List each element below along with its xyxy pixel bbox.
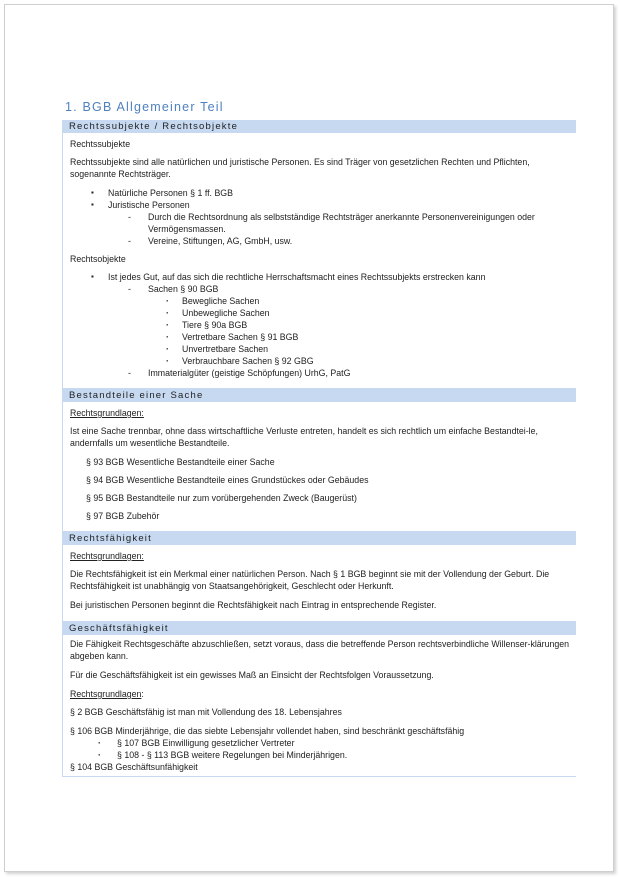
section-header-bestandteile: Bestandteile einer Sache bbox=[62, 389, 576, 402]
list-item: - Vereine, Stiftungen, AG, GmbH, usw. bbox=[70, 235, 576, 247]
list bbox=[70, 737, 576, 761]
list-item: · Verbrauchbare Sachen § 92 GBG bbox=[70, 355, 576, 367]
list-item: ▪ Juristische Personen bbox=[70, 199, 576, 211]
document-page bbox=[4, 4, 614, 872]
list-item: · § 107 BGB Einwilligung gesetzlicher Vertreter bbox=[70, 737, 576, 749]
list-item: ▪ Ist jedes Gut, auf das sich die rechtliche Herrschaftsmacht eines Rechtssubjekts erstrecken kann bbox=[70, 271, 576, 283]
section-header-rechtsfaehigkeit: Rechtsfähigkeit bbox=[62, 532, 576, 545]
law-reference: § 93 BGB Wesentliche Bestandteile einer Sache bbox=[86, 457, 275, 467]
list-item: · Bewegliche Sachen bbox=[70, 295, 576, 307]
paragraph: Für die Geschäftsfähigkeit ist ein gewisses Maß an Einsicht der Rechtsfolgen Voraussetzung. bbox=[70, 670, 434, 680]
list-item: · Unvertretbare Sachen bbox=[70, 343, 576, 355]
subheading-rechtsgrundlagen bbox=[70, 688, 576, 700]
list-item: · Vertretbare Sachen § 91 BGB bbox=[70, 331, 576, 343]
list-item: · § 108 - § 113 BGB weitere Regelungen bei Minderjährigen. bbox=[70, 749, 576, 761]
chapter-title: 1. BGB Allgemeiner Teil bbox=[65, 100, 224, 114]
list-item: - Sachen § 90 BGB bbox=[70, 283, 576, 295]
paragraph: § 2 BGB Geschäftsfähig ist man mit Vollendung des 18. Lebensjahres bbox=[70, 707, 342, 717]
subheading-rechtssubjekte: Rechtssubjekte bbox=[70, 139, 131, 149]
paragraph: Die Fähigkeit Rechtsgeschäfte abzuschließen, setzt voraus, dass die betreffende Person rechtsverbindliche Willenser-klärungen abgeben kann. bbox=[70, 639, 570, 661]
section-body-rechtsfaehigkeit bbox=[62, 545, 576, 622]
subheading-rechtsgrundlagen: Rechtsgrundlagen: bbox=[70, 408, 144, 418]
section-body-rechtssubjekte bbox=[62, 133, 576, 389]
subheading-rechtsgrundlagen: Rechtsgrundlagen: bbox=[70, 551, 144, 561]
list bbox=[70, 271, 576, 379]
subheading-rechtsobjekte: Rechtsobjekte bbox=[70, 254, 126, 264]
section-header-geschaeftsfaehigkeit: Geschäftsfähigkeit bbox=[62, 622, 576, 635]
law-reference: § 95 BGB Bestandteile nur zum vorübergehenden Zweck (Baugerüst) bbox=[86, 493, 357, 503]
law-reference: § 94 BGB Wesentliche Bestandteile eines Grundstückes oder Gebäudes bbox=[86, 475, 369, 485]
list bbox=[70, 187, 576, 247]
page-content bbox=[62, 99, 576, 777]
list-item: · Unbewegliche Sachen bbox=[70, 307, 576, 319]
list-item: ▪ Natürliche Personen § 1 ff. BGB bbox=[70, 187, 576, 199]
paragraph: Ist eine Sache trennbar, ohne dass wirtschaftliche Verluste entreten, handelt es sich rechtlich um einfache Bestandtei-le, andernfalls um wesentliche Bestandteile. bbox=[70, 426, 538, 448]
list-item: - Durch die Rechtsordnung als selbstständige Rechtsträger anerkannte Personenvereinigungen oder Vermögensmassen. bbox=[70, 211, 576, 235]
law-reference: § 97 BGB Zubehör bbox=[86, 511, 160, 521]
list-item: · Tiere § 90a BGB bbox=[70, 319, 576, 331]
paragraph: Rechtssubjekte sind alle natürlichen und juristische Personen. Es sind Träger von gesetzlichen Rechten und Pflichten, sogenannte Rechtsträger. bbox=[70, 157, 530, 179]
paragraph: § 104 BGB Geschäftsunfähigkeit bbox=[70, 762, 198, 772]
subheading-rechtsgrundlagen-text: Rechtsgrundlagen bbox=[70, 689, 142, 699]
paragraph: § 106 BGB Minderjährige, die das siebte Lebensjahr vollendet haben, sind beschränkt geschäftsfähig bbox=[70, 726, 465, 736]
list-item: - Immaterialgüter (geistige Schöpfungen) UrhG, PatG bbox=[70, 367, 576, 379]
section-body-geschaeftsfaehigkeit bbox=[62, 635, 576, 777]
section-body-bestandteile bbox=[62, 402, 576, 532]
section-header-rechtssubjekte: Rechtssubjekte / Rechtsobjekte bbox=[62, 120, 576, 133]
paragraph: Die Rechtsfähigkeit ist ein Merkmal einer natürlichen Person. Nach § 1 BGB beginnt sie mit der Vollendung der Geburt. Die Rechtsfähigkeit ist unabhängig von Staatsangehörigkeit, Geschlecht oder Herkunft. bbox=[70, 569, 550, 591]
paragraph: Bei juristischen Personen beginnt die Rechtsfähigkeit nach Eintrag in entsprechende Register. bbox=[70, 600, 437, 610]
subheading-colon: : bbox=[141, 689, 144, 699]
